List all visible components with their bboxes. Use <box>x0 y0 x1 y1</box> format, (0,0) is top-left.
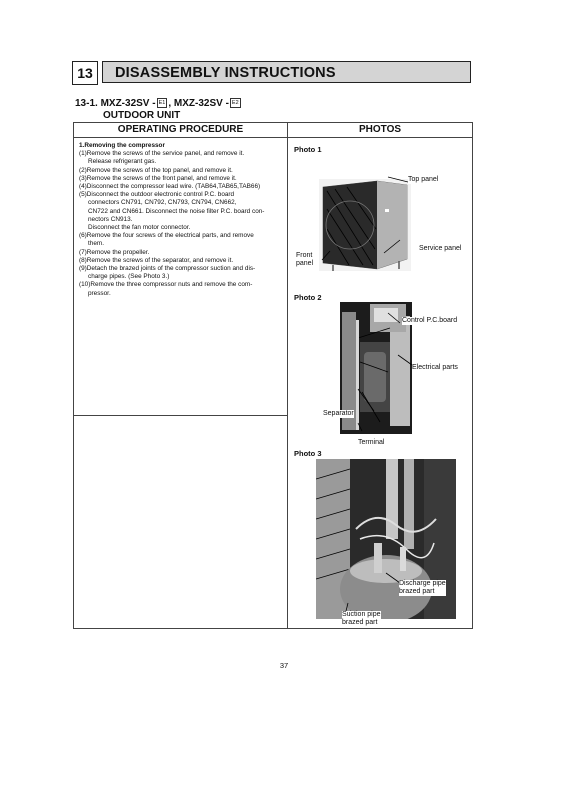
photo3-label: Photo 3 <box>294 449 322 458</box>
step-text: (4)Disconnect the compressor lead wire. (TAB64,TAB65,TAB66) <box>79 183 261 191</box>
suction-pipe-line1: Suction pipe <box>342 611 381 618</box>
front-panel-label <box>296 252 313 268</box>
step-text: (6)Remove the four screws of the electrical parts, and remove <box>79 232 254 240</box>
step-continuation: nectors CN913. <box>88 215 133 223</box>
step-text: (7)Remove the propeller. <box>79 248 150 256</box>
control-pcb-label: Control P.C.board <box>402 317 458 324</box>
model-line <box>75 98 242 109</box>
model-prefix: 13-1. MXZ-32SV - <box>75 98 156 109</box>
operating-procedure-header: OPERATING PROCEDURE <box>74 123 287 138</box>
row-divider <box>74 415 287 416</box>
step-text: (3)Remove the screws of the front panel, and remove it. <box>79 174 237 182</box>
photos-header: PHOTOS <box>287 123 473 138</box>
discharge-pipe-label <box>399 580 446 596</box>
step-text: (8)Remove the screws of the separator, and remove it. <box>79 256 234 264</box>
step-continuation: Disconnect the fan motor connector. <box>88 224 191 232</box>
step-text: (1)Remove the screws of the service panel, and remove it. <box>79 150 245 158</box>
procedure-step <box>79 183 282 191</box>
procedure-step <box>79 257 282 265</box>
photo1-leaders <box>288 137 474 287</box>
step-continuation: Release refrigerant gas. <box>88 158 157 166</box>
procedure-step <box>79 175 282 183</box>
step-continuation: charge pipes. (See Photo 3.) <box>88 273 170 281</box>
photo2-label: Photo 2 <box>294 293 322 302</box>
unit-title: OUTDOOR UNIT <box>103 110 181 121</box>
photo3-leaders <box>288 563 474 643</box>
step-text: (9)Detach the brazed joints of the compressor suction and dis- <box>79 265 256 273</box>
procedure-step <box>79 167 282 175</box>
step-text: (5)Disconnect the outdoor electronic control P.C. board <box>79 191 235 199</box>
electrical-parts-label: Electrical parts <box>412 364 458 371</box>
step-continuation: CN722 and CN661. Disconnect the noise filter P.C. board con- <box>88 207 265 215</box>
step-continuation: connectors CN791, CN792, CN793, CN794, CN662, <box>88 199 237 207</box>
terminal-label: Terminal <box>358 439 385 446</box>
suction-pipe-line2: brazed part <box>342 619 378 626</box>
front-panel-line2: panel <box>296 260 314 267</box>
photo1-label: Photo 1 <box>294 145 322 154</box>
separator-label: Separator <box>323 410 354 417</box>
model-middle: , MXZ-32SV - <box>168 98 229 109</box>
section-title: DISASSEMBLY INSTRUCTIONS <box>102 61 471 83</box>
service-panel-label: Service panel <box>419 245 462 252</box>
model-badge-e2: E2 <box>231 100 239 107</box>
top-panel-label: Top panel <box>408 176 439 183</box>
procedure-step <box>79 249 282 257</box>
procedure-steps <box>79 142 282 298</box>
procedure-step <box>79 232 282 248</box>
procedure-step <box>79 281 282 297</box>
step-continuation: them. <box>88 240 104 248</box>
discharge-pipe-line2: brazed part <box>399 588 435 595</box>
step-text: (2)Remove the screws of the top panel, and remove it. <box>79 166 233 174</box>
procedure-step <box>79 191 282 232</box>
steps-list <box>79 150 282 298</box>
front-panel-line1: Front <box>296 252 313 259</box>
step-continuation: pressor. <box>88 289 111 297</box>
step-text: (10)Remove the three compressor nuts and remove the com- <box>79 281 253 289</box>
procedure-step <box>79 265 282 281</box>
procedure-title: 1.Removing the compressor <box>79 142 165 149</box>
model-badge-e1: E1 <box>158 100 166 107</box>
section-number: 13 <box>72 61 98 85</box>
discharge-pipe-line1: Discharge pipe <box>399 580 446 587</box>
page-number: 37 <box>279 661 289 670</box>
procedure-step <box>79 150 282 166</box>
suction-pipe-label <box>342 611 381 627</box>
procedure-table <box>73 122 473 629</box>
